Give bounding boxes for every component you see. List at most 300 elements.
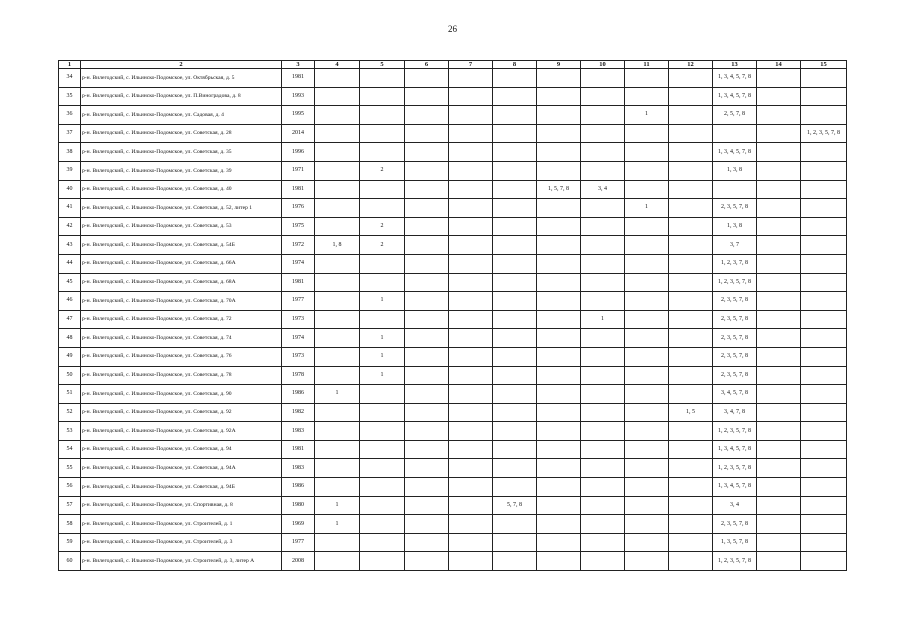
row-number: 35 — [59, 87, 81, 106]
cell-col-11 — [625, 440, 669, 459]
year-cell: 1996 — [282, 143, 315, 162]
cell-col-6 — [405, 385, 449, 404]
cell-col-13: 1, 2, 3, 7, 8 — [713, 254, 757, 273]
cell-col-8 — [493, 403, 537, 422]
cell-col-4 — [315, 347, 360, 366]
cell-col-10 — [581, 366, 625, 385]
cell-col-9 — [537, 515, 581, 534]
cell-col-5 — [360, 533, 405, 552]
cell-col-10 — [581, 459, 625, 478]
cell-col-7 — [449, 254, 493, 273]
row-number: 40 — [59, 180, 81, 199]
row-number: 45 — [59, 273, 81, 292]
cell-col-13: 1, 2, 3, 5, 7, 8 — [713, 273, 757, 292]
address-cell: р-н. Вилегодский, с. Ильинско-Подомское, ул. Советская, д. 74 — [81, 329, 282, 348]
cell-col-13: 3, 4, 5, 7, 8 — [713, 385, 757, 404]
cell-col-11 — [625, 87, 669, 106]
cell-col-8 — [493, 310, 537, 329]
row-number: 43 — [59, 236, 81, 255]
cell-col-12 — [669, 366, 713, 385]
cell-col-13: 3, 4, 7, 8 — [713, 403, 757, 422]
row-number: 48 — [59, 329, 81, 348]
year-cell: 1977 — [282, 292, 315, 311]
row-number: 38 — [59, 143, 81, 162]
table-row — [59, 236, 847, 255]
cell-col-10 — [581, 217, 625, 236]
column-header-15: 15 — [801, 61, 847, 69]
cell-col-4: 1 — [315, 515, 360, 534]
cell-col-7 — [449, 552, 493, 571]
year-cell: 2014 — [282, 124, 315, 143]
cell-col-8: 5, 7, 8 — [493, 496, 537, 515]
cell-col-4 — [315, 124, 360, 143]
year-cell: 1975 — [282, 217, 315, 236]
cell-col-13: 2, 3, 5, 7, 8 — [713, 199, 757, 218]
row-number: 55 — [59, 459, 81, 478]
cell-col-11 — [625, 310, 669, 329]
cell-col-11: 1 — [625, 199, 669, 218]
cell-col-5 — [360, 440, 405, 459]
cell-col-5 — [360, 552, 405, 571]
cell-col-5: 2 — [360, 236, 405, 255]
cell-col-12 — [669, 552, 713, 571]
cell-col-15 — [801, 533, 847, 552]
cell-col-8 — [493, 347, 537, 366]
row-number: 52 — [59, 403, 81, 422]
cell-col-14 — [757, 496, 801, 515]
cell-col-13: 1, 2, 3, 5, 7, 8 — [713, 552, 757, 571]
cell-col-10 — [581, 292, 625, 311]
year-cell: 1993 — [282, 87, 315, 106]
cell-col-5 — [360, 515, 405, 534]
cell-col-12 — [669, 440, 713, 459]
cell-col-13: 2, 5, 7, 8 — [713, 106, 757, 125]
address-cell: р-н. Вилегодский, с. Ильинско-Подомское, ул. Советская, д. 92А — [81, 422, 282, 441]
column-header-5: 5 — [360, 61, 405, 69]
table-row — [59, 69, 847, 88]
data-table — [58, 60, 847, 571]
cell-col-6 — [405, 459, 449, 478]
cell-col-8 — [493, 236, 537, 255]
cell-col-12 — [669, 106, 713, 125]
cell-col-14 — [757, 292, 801, 311]
cell-col-4 — [315, 440, 360, 459]
cell-col-10 — [581, 552, 625, 571]
cell-col-11 — [625, 143, 669, 162]
column-header-7: 7 — [449, 61, 493, 69]
year-cell: 1972 — [282, 236, 315, 255]
cell-col-13: 1, 2, 3, 5, 7, 8 — [713, 459, 757, 478]
cell-col-9 — [537, 124, 581, 143]
address-cell: р-н. Вилегодский, с. Ильинско-Подомское, ул. Строителей, д. 3, литер А — [81, 552, 282, 571]
cell-col-13 — [713, 124, 757, 143]
cell-col-15 — [801, 161, 847, 180]
column-header-9: 9 — [537, 61, 581, 69]
cell-col-15 — [801, 69, 847, 88]
table-row — [59, 329, 847, 348]
cell-col-4 — [315, 422, 360, 441]
cell-col-5 — [360, 254, 405, 273]
table-row — [59, 385, 847, 404]
cell-col-13: 1, 2, 3, 5, 7, 8 — [713, 422, 757, 441]
cell-col-14 — [757, 459, 801, 478]
cell-col-6 — [405, 180, 449, 199]
cell-col-4 — [315, 366, 360, 385]
cell-col-4: 1 — [315, 496, 360, 515]
cell-col-10 — [581, 515, 625, 534]
cell-col-5: 2 — [360, 217, 405, 236]
cell-col-5 — [360, 403, 405, 422]
row-number: 58 — [59, 515, 81, 534]
cell-col-11 — [625, 385, 669, 404]
cell-col-10 — [581, 403, 625, 422]
row-number: 57 — [59, 496, 81, 515]
cell-col-11 — [625, 292, 669, 311]
cell-col-14 — [757, 385, 801, 404]
cell-col-15 — [801, 217, 847, 236]
cell-col-14 — [757, 143, 801, 162]
year-cell: 1981 — [282, 440, 315, 459]
cell-col-12 — [669, 515, 713, 534]
row-number: 51 — [59, 385, 81, 404]
address-cell: р-н. Вилегодский, с. Ильинско-Подомское, ул. Советская, д. 72 — [81, 310, 282, 329]
cell-col-10 — [581, 236, 625, 255]
cell-col-13: 2, 3, 5, 7, 8 — [713, 515, 757, 534]
row-number: 46 — [59, 292, 81, 311]
cell-col-10 — [581, 273, 625, 292]
cell-col-12 — [669, 69, 713, 88]
cell-col-14 — [757, 124, 801, 143]
cell-col-4 — [315, 217, 360, 236]
year-cell: 1976 — [282, 199, 315, 218]
row-number: 44 — [59, 254, 81, 273]
cell-col-9 — [537, 87, 581, 106]
cell-col-15 — [801, 496, 847, 515]
cell-col-13 — [713, 180, 757, 199]
cell-col-5 — [360, 273, 405, 292]
cell-col-12 — [669, 124, 713, 143]
cell-col-6 — [405, 217, 449, 236]
cell-col-7 — [449, 87, 493, 106]
cell-col-14 — [757, 533, 801, 552]
cell-col-6 — [405, 87, 449, 106]
cell-col-4: 1 — [315, 385, 360, 404]
table-row — [59, 292, 847, 311]
cell-col-14 — [757, 217, 801, 236]
cell-col-15: 1, 2, 3, 5, 7, 8 — [801, 124, 847, 143]
table-row — [59, 254, 847, 273]
cell-col-7 — [449, 199, 493, 218]
cell-col-5: 1 — [360, 329, 405, 348]
cell-col-11 — [625, 515, 669, 534]
cell-col-6 — [405, 143, 449, 162]
cell-col-7 — [449, 161, 493, 180]
address-cell: р-н. Вилегодский, с. Ильинско-Подомское, ул. Советская, д. 52, литер 1 — [81, 199, 282, 218]
cell-col-5 — [360, 87, 405, 106]
cell-col-15 — [801, 478, 847, 497]
cell-col-7 — [449, 310, 493, 329]
cell-col-14 — [757, 273, 801, 292]
year-cell: 1981 — [282, 180, 315, 199]
cell-col-15 — [801, 552, 847, 571]
cell-col-6 — [405, 366, 449, 385]
cell-col-13: 1, 3, 5, 7, 8 — [713, 533, 757, 552]
row-number: 34 — [59, 69, 81, 88]
cell-col-11 — [625, 161, 669, 180]
address-cell: р-н. Вилегодский, с. Ильинско-Подомское, ул. Советская, д. 40 — [81, 180, 282, 199]
cell-col-11 — [625, 347, 669, 366]
year-cell: 1986 — [282, 385, 315, 404]
cell-col-5 — [360, 106, 405, 125]
cell-col-8 — [493, 161, 537, 180]
cell-col-13: 1, 3, 4, 5, 7, 8 — [713, 440, 757, 459]
cell-col-5 — [360, 478, 405, 497]
cell-col-4 — [315, 329, 360, 348]
cell-col-12 — [669, 236, 713, 255]
cell-col-11 — [625, 552, 669, 571]
cell-col-4 — [315, 180, 360, 199]
cell-col-12 — [669, 292, 713, 311]
cell-col-15 — [801, 329, 847, 348]
cell-col-4 — [315, 199, 360, 218]
cell-col-4 — [315, 161, 360, 180]
year-cell: 1969 — [282, 515, 315, 534]
cell-col-9 — [537, 403, 581, 422]
cell-col-15 — [801, 87, 847, 106]
cell-col-5 — [360, 199, 405, 218]
cell-col-4 — [315, 69, 360, 88]
cell-col-9 — [537, 292, 581, 311]
cell-col-10 — [581, 385, 625, 404]
cell-col-10 — [581, 347, 625, 366]
cell-col-14 — [757, 87, 801, 106]
cell-col-9 — [537, 199, 581, 218]
address-cell: р-н. Вилегодский, с. Ильинско-Подомское, ул. Строителей, д. 1 — [81, 515, 282, 534]
table-row — [59, 199, 847, 218]
cell-col-12 — [669, 161, 713, 180]
cell-col-12 — [669, 87, 713, 106]
cell-col-8 — [493, 478, 537, 497]
cell-col-4 — [315, 106, 360, 125]
cell-col-11 — [625, 422, 669, 441]
cell-col-15 — [801, 199, 847, 218]
cell-col-7 — [449, 347, 493, 366]
cell-col-8 — [493, 143, 537, 162]
column-header-10: 10 — [581, 61, 625, 69]
year-cell: 1977 — [282, 533, 315, 552]
cell-col-6 — [405, 329, 449, 348]
cell-col-6 — [405, 254, 449, 273]
address-cell: р-н. Вилегодский, с. Ильинско-Подомское, ул. Советская, д. 92 — [81, 403, 282, 422]
cell-col-14 — [757, 515, 801, 534]
table-row — [59, 310, 847, 329]
address-cell: р-н. Вилегодский, с. Ильинско-Подомское, ул. Советская, д. 70А — [81, 292, 282, 311]
cell-col-13: 1, 3, 4, 5, 7, 8 — [713, 143, 757, 162]
cell-col-7 — [449, 124, 493, 143]
cell-col-4 — [315, 478, 360, 497]
column-header-2: 2 — [81, 61, 282, 69]
cell-col-14 — [757, 161, 801, 180]
row-number: 49 — [59, 347, 81, 366]
table-row — [59, 440, 847, 459]
cell-col-8 — [493, 217, 537, 236]
cell-col-13: 1, 3, 4, 5, 7, 8 — [713, 87, 757, 106]
cell-col-8 — [493, 533, 537, 552]
cell-col-4 — [315, 273, 360, 292]
cell-col-4 — [315, 254, 360, 273]
cell-col-14 — [757, 422, 801, 441]
row-number: 37 — [59, 124, 81, 143]
cell-col-9 — [537, 440, 581, 459]
column-header-3: 3 — [282, 61, 315, 69]
cell-col-7 — [449, 496, 493, 515]
cell-col-7 — [449, 236, 493, 255]
cell-col-10 — [581, 329, 625, 348]
cell-col-13: 2, 3, 5, 7, 8 — [713, 310, 757, 329]
cell-col-5 — [360, 496, 405, 515]
row-number: 36 — [59, 106, 81, 125]
address-cell: р-н. Вилегодский, с. Ильинско-Подомское, ул. Советская, д. 53 — [81, 217, 282, 236]
cell-col-8 — [493, 69, 537, 88]
cell-col-10 — [581, 496, 625, 515]
address-cell: р-н. Вилегодский, с. Ильинско-Подомское, ул. Советская, д. 54Б — [81, 236, 282, 255]
cell-col-8 — [493, 459, 537, 478]
row-number: 41 — [59, 199, 81, 218]
cell-col-15 — [801, 254, 847, 273]
cell-col-9 — [537, 329, 581, 348]
cell-col-14 — [757, 440, 801, 459]
table-row — [59, 106, 847, 125]
cell-col-9 — [537, 161, 581, 180]
table-row — [59, 87, 847, 106]
cell-col-13: 1, 3, 4, 5, 7, 8 — [713, 478, 757, 497]
cell-col-13: 1, 3, 8 — [713, 161, 757, 180]
cell-col-14 — [757, 552, 801, 571]
address-cell: р-н. Вилегодский, с. Ильинско-Подомское, ул. Садовая, д. 4 — [81, 106, 282, 125]
address-cell: р-н. Вилегодский, с. Ильинско-Подомское, ул. Советская, д. 90 — [81, 385, 282, 404]
cell-col-14 — [757, 329, 801, 348]
column-header-6: 6 — [405, 61, 449, 69]
cell-col-15 — [801, 422, 847, 441]
address-cell: р-н. Вилегодский, с. Ильинско-Подомское, ул. Советская, д. 68А — [81, 273, 282, 292]
cell-col-7 — [449, 422, 493, 441]
table-row — [59, 124, 847, 143]
cell-col-12 — [669, 199, 713, 218]
address-cell: р-н. Вилегодский, с. Ильинско-Подомское, ул. Советская, д. 94Б — [81, 478, 282, 497]
table-row — [59, 217, 847, 236]
cell-col-11 — [625, 403, 669, 422]
cell-col-10 — [581, 69, 625, 88]
year-cell: 1974 — [282, 329, 315, 348]
cell-col-7 — [449, 273, 493, 292]
cell-col-12 — [669, 180, 713, 199]
cell-col-4 — [315, 459, 360, 478]
cell-col-12 — [669, 217, 713, 236]
cell-col-11 — [625, 329, 669, 348]
cell-col-15 — [801, 515, 847, 534]
cell-col-10: 1 — [581, 310, 625, 329]
cell-col-6 — [405, 273, 449, 292]
cell-col-14 — [757, 106, 801, 125]
address-cell: р-н. Вилегодский, с. Ильинско-Подомское, ул. Строителей, д. 3 — [81, 533, 282, 552]
cell-col-10 — [581, 440, 625, 459]
year-cell: 1981 — [282, 69, 315, 88]
cell-col-13: 2, 3, 5, 7, 8 — [713, 366, 757, 385]
year-cell: 1980 — [282, 496, 315, 515]
cell-col-15 — [801, 143, 847, 162]
column-header-13: 13 — [713, 61, 757, 69]
cell-col-9 — [537, 254, 581, 273]
cell-col-6 — [405, 440, 449, 459]
table-row — [59, 552, 847, 571]
cell-col-10 — [581, 161, 625, 180]
cell-col-12 — [669, 310, 713, 329]
cell-col-11 — [625, 366, 669, 385]
cell-col-7 — [449, 217, 493, 236]
cell-col-9 — [537, 236, 581, 255]
cell-col-4 — [315, 292, 360, 311]
cell-col-9 — [537, 69, 581, 88]
cell-col-5: 2 — [360, 161, 405, 180]
cell-col-6 — [405, 106, 449, 125]
cell-col-5 — [360, 180, 405, 199]
row-number: 56 — [59, 478, 81, 497]
cell-col-10 — [581, 254, 625, 273]
row-number: 50 — [59, 366, 81, 385]
cell-col-10 — [581, 199, 625, 218]
cell-col-12 — [669, 478, 713, 497]
cell-col-14 — [757, 254, 801, 273]
year-cell: 1981 — [282, 273, 315, 292]
cell-col-11: 1 — [625, 106, 669, 125]
cell-col-11 — [625, 496, 669, 515]
address-cell: р-н. Вилегодский, с. Ильинско-Подомское, ул. П.Виноградова, д. 8 — [81, 87, 282, 106]
cell-col-9 — [537, 385, 581, 404]
cell-col-9 — [537, 310, 581, 329]
year-cell: 1995 — [282, 106, 315, 125]
table-row — [59, 533, 847, 552]
address-cell: р-н. Вилегодский, с. Ильинско-Подомское, ул. Советская, д. 66А — [81, 254, 282, 273]
cell-col-12 — [669, 143, 713, 162]
cell-col-6 — [405, 292, 449, 311]
cell-col-9 — [537, 496, 581, 515]
cell-col-13: 1, 3, 4, 5, 7, 8 — [713, 69, 757, 88]
cell-col-7 — [449, 385, 493, 404]
address-cell: р-н. Вилегодский, с. Ильинско-Подомское, ул. Советская, д. 35 — [81, 143, 282, 162]
cell-col-7 — [449, 440, 493, 459]
cell-col-6 — [405, 533, 449, 552]
cell-col-11 — [625, 217, 669, 236]
year-cell: 2008 — [282, 552, 315, 571]
year-cell: 1986 — [282, 478, 315, 497]
cell-col-4 — [315, 310, 360, 329]
cell-col-11 — [625, 273, 669, 292]
cell-col-15 — [801, 310, 847, 329]
cell-col-6 — [405, 347, 449, 366]
cell-col-14 — [757, 310, 801, 329]
cell-col-14 — [757, 478, 801, 497]
row-number: 59 — [59, 533, 81, 552]
cell-col-13: 2, 3, 5, 7, 8 — [713, 329, 757, 348]
table-row — [59, 366, 847, 385]
cell-col-7 — [449, 143, 493, 162]
cell-col-5 — [360, 385, 405, 404]
cell-col-10 — [581, 106, 625, 125]
table-row — [59, 161, 847, 180]
cell-col-15 — [801, 440, 847, 459]
cell-col-13: 2, 3, 5, 7, 8 — [713, 347, 757, 366]
address-cell: р-н. Вилегодский, с. Ильинско-Подомское, ул. Советская, д. 28 — [81, 124, 282, 143]
